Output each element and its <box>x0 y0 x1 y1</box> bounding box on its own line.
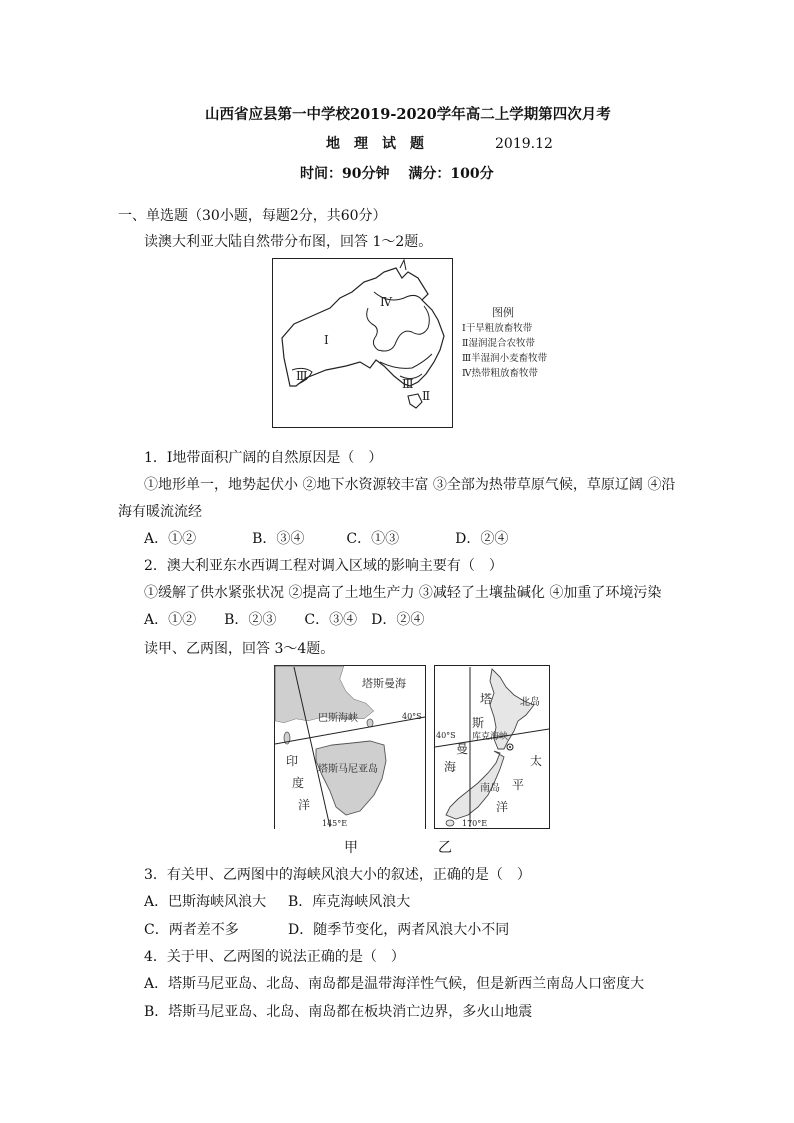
label-indian-ocean-1: 印 <box>286 754 299 768</box>
zone-label-1: Ⅰ <box>324 333 329 347</box>
australia-zone-map <box>272 258 552 428</box>
q2-stem: 2．澳大利亚东水西调工程对调入区域的影响主要有（ ） <box>144 558 503 574</box>
legend-item-1: Ⅰ干旱粗放畜牧带 <box>462 323 533 334</box>
exam-subject: 地 理 试 题 <box>326 136 424 152</box>
label-pacific-1: 太 <box>530 754 543 768</box>
exam-time-info: 时间：90分钟 满分：100分 <box>300 166 494 182</box>
q1-stem: 1．Ⅰ地带面积广阔的自然原因是（ ） <box>144 450 383 466</box>
label-lon-170e: 170°E <box>462 819 488 828</box>
label-pacific-2: 平 <box>512 778 525 792</box>
zone-label-3a: Ⅲ <box>296 369 308 383</box>
zone-label-3b: Ⅲ <box>402 377 414 391</box>
label-north-island: 北岛 <box>520 697 540 708</box>
label-tasman-4: 海 <box>444 760 457 774</box>
label-indian-ocean-3: 洋 <box>298 798 311 812</box>
label-south-island: 南岛 <box>480 783 500 794</box>
q3-choice-a: A．巴斯海峡风浪大 <box>144 894 267 910</box>
q1-choices: A．①② B．③④ C．①③ D．②④ <box>144 531 509 547</box>
q4-stem: 4．关于甲、乙两图的说法正确的是（ ） <box>144 949 405 965</box>
label-pacific-3: 洋 <box>496 800 509 814</box>
label-tasman-3: 曼 <box>456 742 469 756</box>
legend-item-3: Ⅲ半湿润小麦畜牧带 <box>462 353 548 364</box>
map1-intro: 读澳大利亚大陆自然带分布图，回答 1～2题。 <box>144 234 433 250</box>
label-cook-strait: 库克海峡 <box>472 732 509 742</box>
q1-options-line2: 海有暖流流经 <box>118 504 202 520</box>
exam-date: 2019.12 <box>495 136 553 152</box>
q3-choice-c: C．两者差不多 <box>144 922 239 938</box>
zone-label-4: Ⅳ <box>380 295 392 309</box>
label-lat-40s: 40°S <box>402 712 422 721</box>
label-tasman-1: 塔 <box>480 692 493 706</box>
label-tasmania: 塔斯马尼亚岛 <box>318 764 378 775</box>
q2-options: ①缓解了供水紧张状况 ②提高了土地生产力 ③减轻了土壤盐碱化 ④加重了环境污染 <box>144 585 662 601</box>
label-tasman-2: 斯 <box>472 716 485 730</box>
label-bass-strait: 巴斯海峡 <box>318 713 358 724</box>
label-tasman-sea: 塔斯曼海 <box>362 677 406 690</box>
section-heading: 一、单选题（30小题，每题2分，共60分） <box>118 208 387 224</box>
maps-intro: 读甲、乙两图，回答 3～4题。 <box>144 641 335 657</box>
legend-item-2: Ⅱ湿润混合农牧带 <box>462 338 535 349</box>
label-lon-145e: 145°E <box>322 819 348 828</box>
legend-title: 图例 <box>492 306 514 319</box>
map-jia <box>274 665 426 829</box>
q4-choice-a: A．塔斯马尼亚岛、北岛、南岛都是温带海洋性气候，但是新西兰南岛人口密度大 <box>144 976 645 992</box>
exam-title: 山西省应县第一中学校2019-2020学年高二上学期第四次月考 <box>205 106 611 123</box>
q1-options-line1: ①地形单一，地势起伏小 ②地下水资源较丰富 ③全部为热带草原气候，草原辽阔 ④沿 <box>144 477 676 493</box>
label-indian-ocean-2: 度 <box>292 776 305 790</box>
q4-choice-b: B．塔斯马尼亚岛、北岛、南岛都在板块消亡边界，多火山地震 <box>144 1004 533 1020</box>
caption-yi: 乙 <box>438 840 452 856</box>
map-yi <box>434 665 550 829</box>
q3-stem: 3．有关甲、乙两图中的海峡风浪大小的叙述，正确的是（ ） <box>144 867 531 883</box>
q3-choice-b: B．库克海峡风浪大 <box>288 894 411 910</box>
zone-label-2: Ⅱ <box>422 389 431 403</box>
q2-choices: A．①② B．②③ C．③④ D．②④ <box>144 612 425 628</box>
caption-jia: 甲 <box>344 840 358 856</box>
q3-choice-d: D．随季节变化，两者风浪大小不同 <box>288 922 510 938</box>
label-lat-40s-yi: 40°S <box>436 731 456 740</box>
legend-item-4: Ⅳ热带粗放畜牧带 <box>462 368 538 379</box>
